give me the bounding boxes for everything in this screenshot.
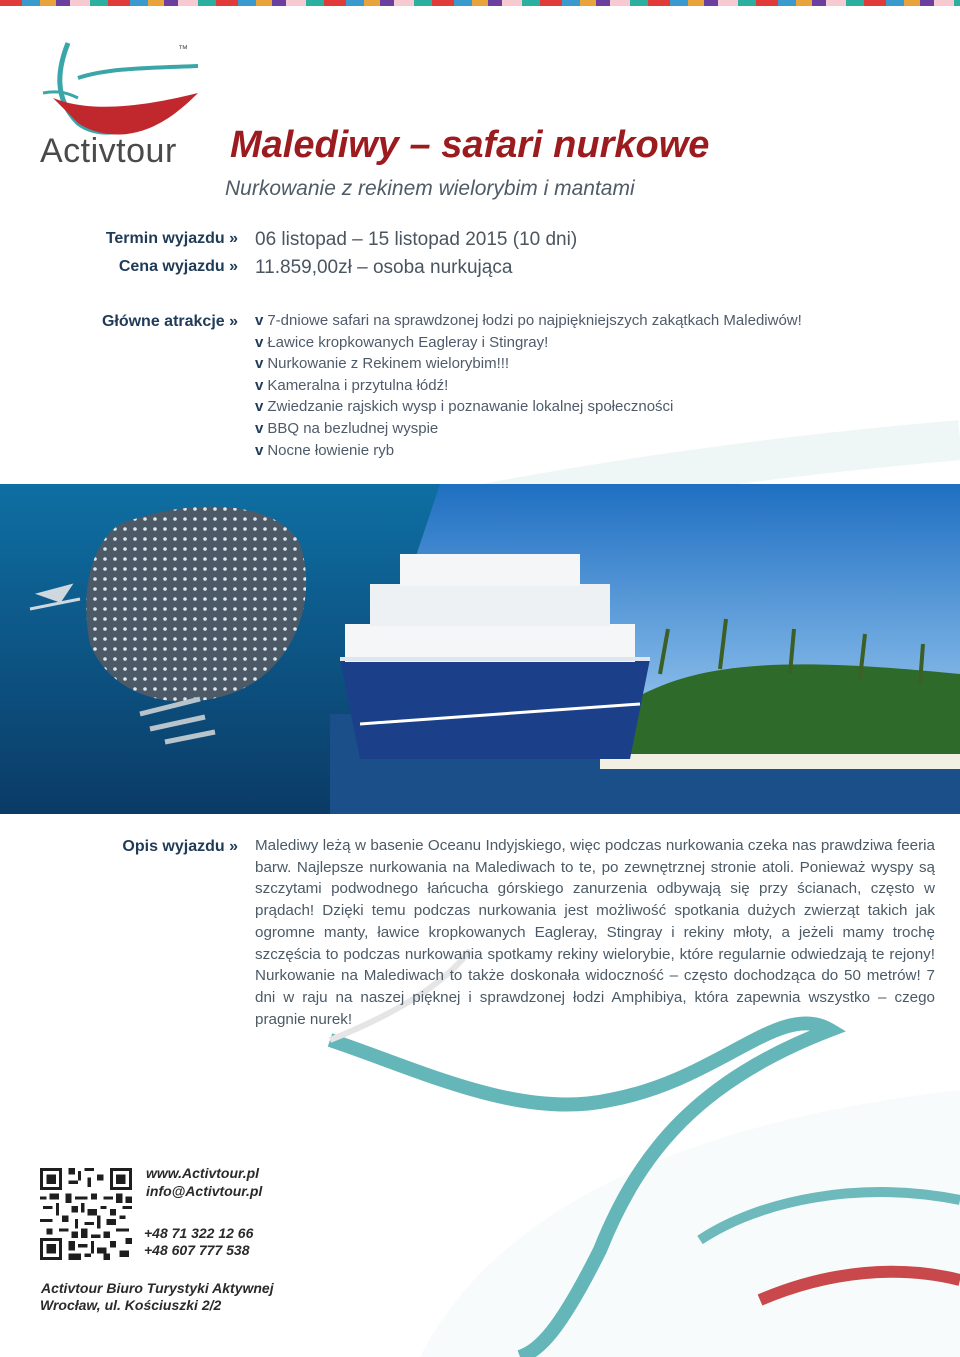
website-link[interactable]: www.Activtour.pl <box>146 1165 260 1181</box>
bullet-marker: v <box>255 333 264 351</box>
qr-code-icon <box>40 1168 132 1260</box>
list-item: v BBQ na bezludnej wyspie <box>255 419 439 437</box>
price-value: 11.859,00zł – osoba nurkująca <box>255 257 513 278</box>
list-item: v 7-dniowe safari na sprawdzonej łodzi po najpiękniejszych zakątkach Malediwów! <box>255 312 802 329</box>
bullet-marker: v <box>255 419 264 437</box>
trip-description: Malediwy leżą w basenie Oceanu Indyjskiego, więc podczas nurkowania czeka nas prawdziwa feeria barw. Najlepsze nurkowania na Malediwach to te, po zewnętrznej stronie atoli. Ponieważ wyspy są szczytami podwodnego łańcucha górskiego zanurzenia odbywają się przy ścianach, często w prądach! Dzięki temu podczas nurkowania jest możliwość spotkania dużych zwierząt takich jak ogromne manty, ławice kropkowanych Eagleray, Stingray i rekiny młoty, a jeżeli mamy trochę szczęścia to podczas nurkowania spotkamy rekiny wielorybie, które regularnie odwiedzają te rejony! Nurkowanie na Malediwach to także doskonała widoczność – często dochodząca do 50 metrów! 7 dni w raju na naszej pięknej i sprawdzonej łodzi Amphibiya, która zapewnia wszystko – czego pragnie nurek! <box>255 837 935 1028</box>
bullet-marker: v <box>255 312 264 329</box>
list-item: v Kameralna i przytulna łódź! <box>255 376 449 394</box>
list-item: v Nurkowanie z Rekinem wielorybim!!! <box>255 355 510 373</box>
phone-1: +48 71 322 12 66 <box>144 1225 254 1241</box>
list-item: v Ławice kropkowanych Eagleray i Stingray! <box>255 333 549 351</box>
attractions-label: Główne atrakcje » <box>101 313 238 330</box>
phone-2: +48 607 777 538 <box>144 1242 250 1258</box>
bullet-marker: v <box>255 441 264 459</box>
page-subtitle: Nurkowanie z rekinem wielorybim i mantami <box>225 177 635 200</box>
trip-photo-collage <box>0 484 960 814</box>
list-item: v Nocne łowienie ryb <box>255 441 395 459</box>
trademark-symbol: ™ <box>178 44 188 55</box>
date-value: 06 listopad – 15 listopad 2015 (10 dni) <box>255 229 578 250</box>
date-label: Termin wyjazdu » <box>105 230 238 247</box>
list-item: v Zwiedzanie rajskich wysp i poznawanie lokalnej społeczności <box>255 398 674 416</box>
decorative-top-stripe <box>0 0 960 6</box>
email-link[interactable]: info@Activtour.pl <box>146 1183 263 1199</box>
description-label: Opis wyjazdu » <box>122 838 238 855</box>
attractions-list <box>255 310 802 461</box>
company-address: Wrocław, ul. Kościuszki 2/2 <box>40 1297 222 1313</box>
price-label: Cena wyjazdu » <box>118 258 238 275</box>
bullet-marker: v <box>255 376 264 394</box>
bullet-marker: v <box>255 355 264 373</box>
company-name: Activtour Biuro Turystyki Aktywnej <box>41 1280 274 1296</box>
page-title: Malediwy – safari nurkowe <box>230 124 710 166</box>
logo-wordmark: Activtour <box>40 132 177 170</box>
bullet-marker: v <box>255 398 264 416</box>
